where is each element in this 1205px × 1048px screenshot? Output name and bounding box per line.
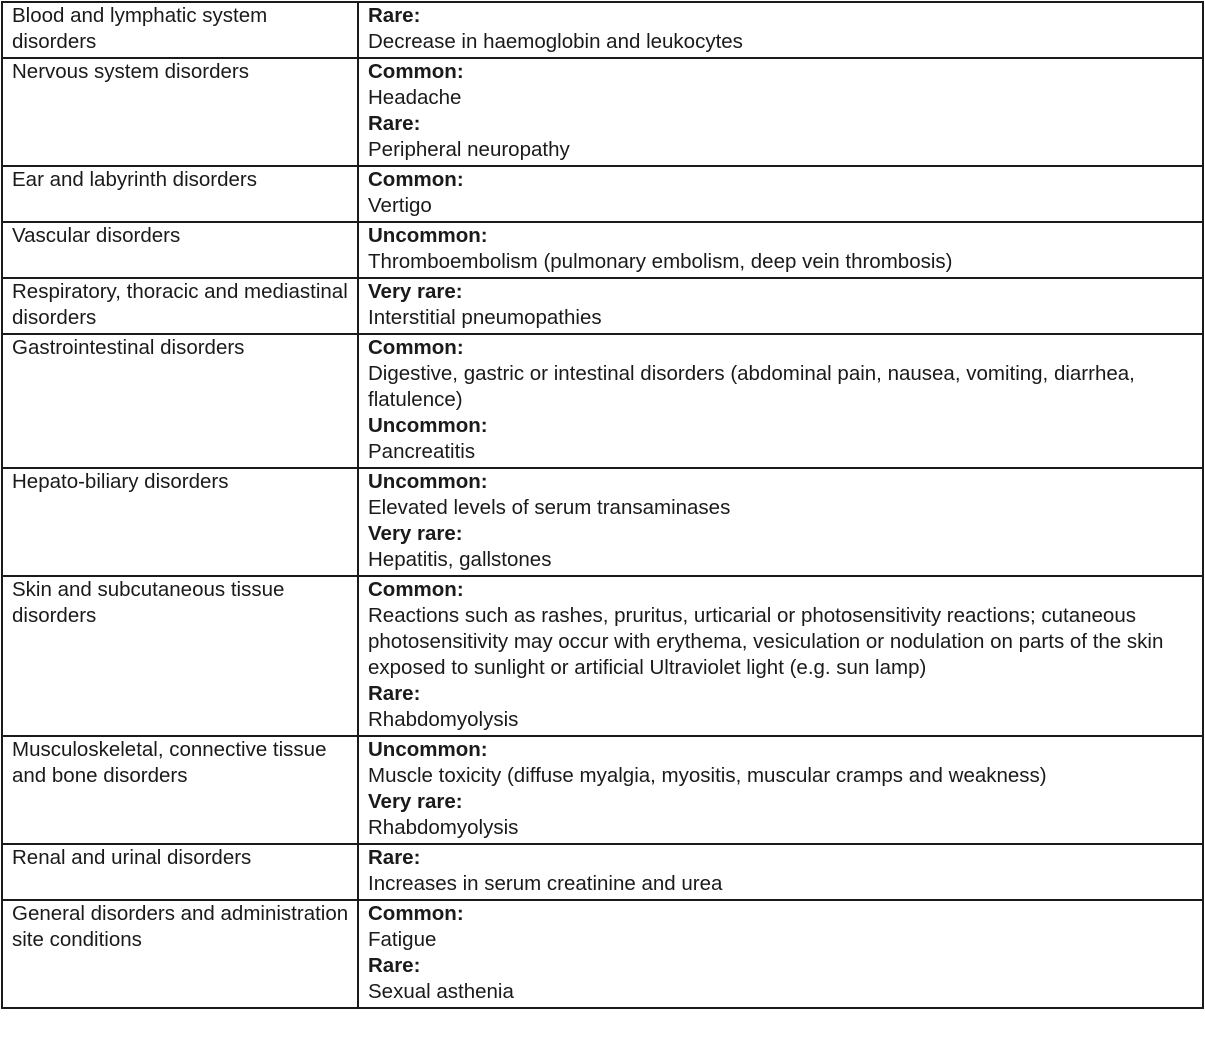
effects-cell	[358, 736, 1203, 844]
frequency-label: Very rare:	[368, 790, 463, 813]
effect-text: Decrease in haemoglobin and leukocytes	[368, 30, 743, 53]
effects-cell	[358, 900, 1203, 1008]
effect-text: Digestive, gastric or intestinal disorders (abdominal pain, nausea, vomiting, diarrhea, flatulence)	[368, 362, 1135, 411]
system-organ-class-cell: Nervous system disorders	[2, 58, 358, 166]
effects-cell	[358, 2, 1203, 58]
system-organ-class-cell: Respiratory, thoracic and mediastinal disorders	[2, 278, 358, 334]
system-organ-class-cell: Vascular disorders	[2, 222, 358, 278]
effect-text: Sexual asthenia	[368, 980, 514, 1003]
frequency-label: Rare:	[368, 112, 421, 135]
table-row	[2, 334, 1203, 468]
system-organ-class-cell: Blood and lymphatic system disorders	[2, 2, 358, 58]
frequency-label: Uncommon:	[368, 414, 488, 437]
effect-text: Reactions such as rashes, pruritus, urticarial or photosensitivity reactions; cutaneous photosensitivity may occur with erythema, vesiculation or nodulation on parts of the skin exposed to sunlight or artificial Ultraviolet light (e.g. sun lamp)	[368, 604, 1164, 679]
frequency-label: Common:	[368, 902, 464, 925]
frequency-label: Very rare:	[368, 280, 463, 303]
adverse-reactions-table	[1, 1, 1204, 1009]
frequency-label: Rare:	[368, 954, 421, 977]
effect-text: Headache	[368, 86, 462, 109]
effects-cell	[358, 58, 1203, 166]
effects-cell	[358, 468, 1203, 576]
effects-cell	[358, 334, 1203, 468]
frequency-label: Uncommon:	[368, 738, 488, 761]
effect-text: Vertigo	[368, 194, 432, 217]
table-row	[2, 468, 1203, 576]
table-row	[2, 2, 1203, 58]
system-organ-class-cell: Skin and subcutaneous tissue disorders	[2, 576, 358, 736]
system-organ-class-cell: Hepato-biliary disorders	[2, 468, 358, 576]
table-row	[2, 844, 1203, 900]
effect-text: Rhabdomyolysis	[368, 708, 519, 731]
table-row	[2, 576, 1203, 736]
effects-cell	[358, 222, 1203, 278]
effect-text: Hepatitis, gallstones	[368, 548, 552, 571]
system-organ-class-cell: Ear and labyrinth disorders	[2, 166, 358, 222]
table-row	[2, 58, 1203, 166]
effect-text: Peripheral neuropathy	[368, 138, 570, 161]
table-row	[2, 166, 1203, 222]
frequency-label: Rare:	[368, 682, 421, 705]
effect-text: Increases in serum creatinine and urea	[368, 872, 723, 895]
frequency-label: Uncommon:	[368, 470, 488, 493]
frequency-label: Common:	[368, 578, 464, 601]
effects-cell	[358, 166, 1203, 222]
frequency-label: Rare:	[368, 846, 421, 869]
frequency-label: Common:	[368, 168, 464, 191]
effects-cell	[358, 576, 1203, 736]
table-row	[2, 278, 1203, 334]
table-row	[2, 900, 1203, 1008]
system-organ-class-cell: General disorders and administration site conditions	[2, 900, 358, 1008]
system-organ-class-cell: Renal and urinal disorders	[2, 844, 358, 900]
frequency-label: Uncommon:	[368, 224, 488, 247]
frequency-label: Common:	[368, 336, 464, 359]
effect-text: Rhabdomyolysis	[368, 816, 519, 839]
effect-text: Elevated levels of serum transaminases	[368, 496, 731, 519]
system-organ-class-cell: Gastrointestinal disorders	[2, 334, 358, 468]
table-body	[2, 2, 1203, 1008]
frequency-label: Very rare:	[368, 522, 463, 545]
effects-cell	[358, 844, 1203, 900]
frequency-label: Common:	[368, 60, 464, 83]
effect-text: Interstitial pneumopathies	[368, 306, 602, 329]
effect-text: Pancreatitis	[368, 440, 476, 463]
table-row	[2, 736, 1203, 844]
system-organ-class-cell: Musculoskeletal, connective tissue and bone disorders	[2, 736, 358, 844]
effect-text: Fatigue	[368, 928, 437, 951]
frequency-label: Rare:	[368, 4, 421, 27]
effect-text: Muscle toxicity (diffuse myalgia, myositis, muscular cramps and weakness)	[368, 764, 1047, 787]
effect-text: Thromboembolism (pulmonary embolism, deep vein thrombosis)	[368, 250, 953, 273]
table-row	[2, 222, 1203, 278]
effects-cell	[358, 278, 1203, 334]
